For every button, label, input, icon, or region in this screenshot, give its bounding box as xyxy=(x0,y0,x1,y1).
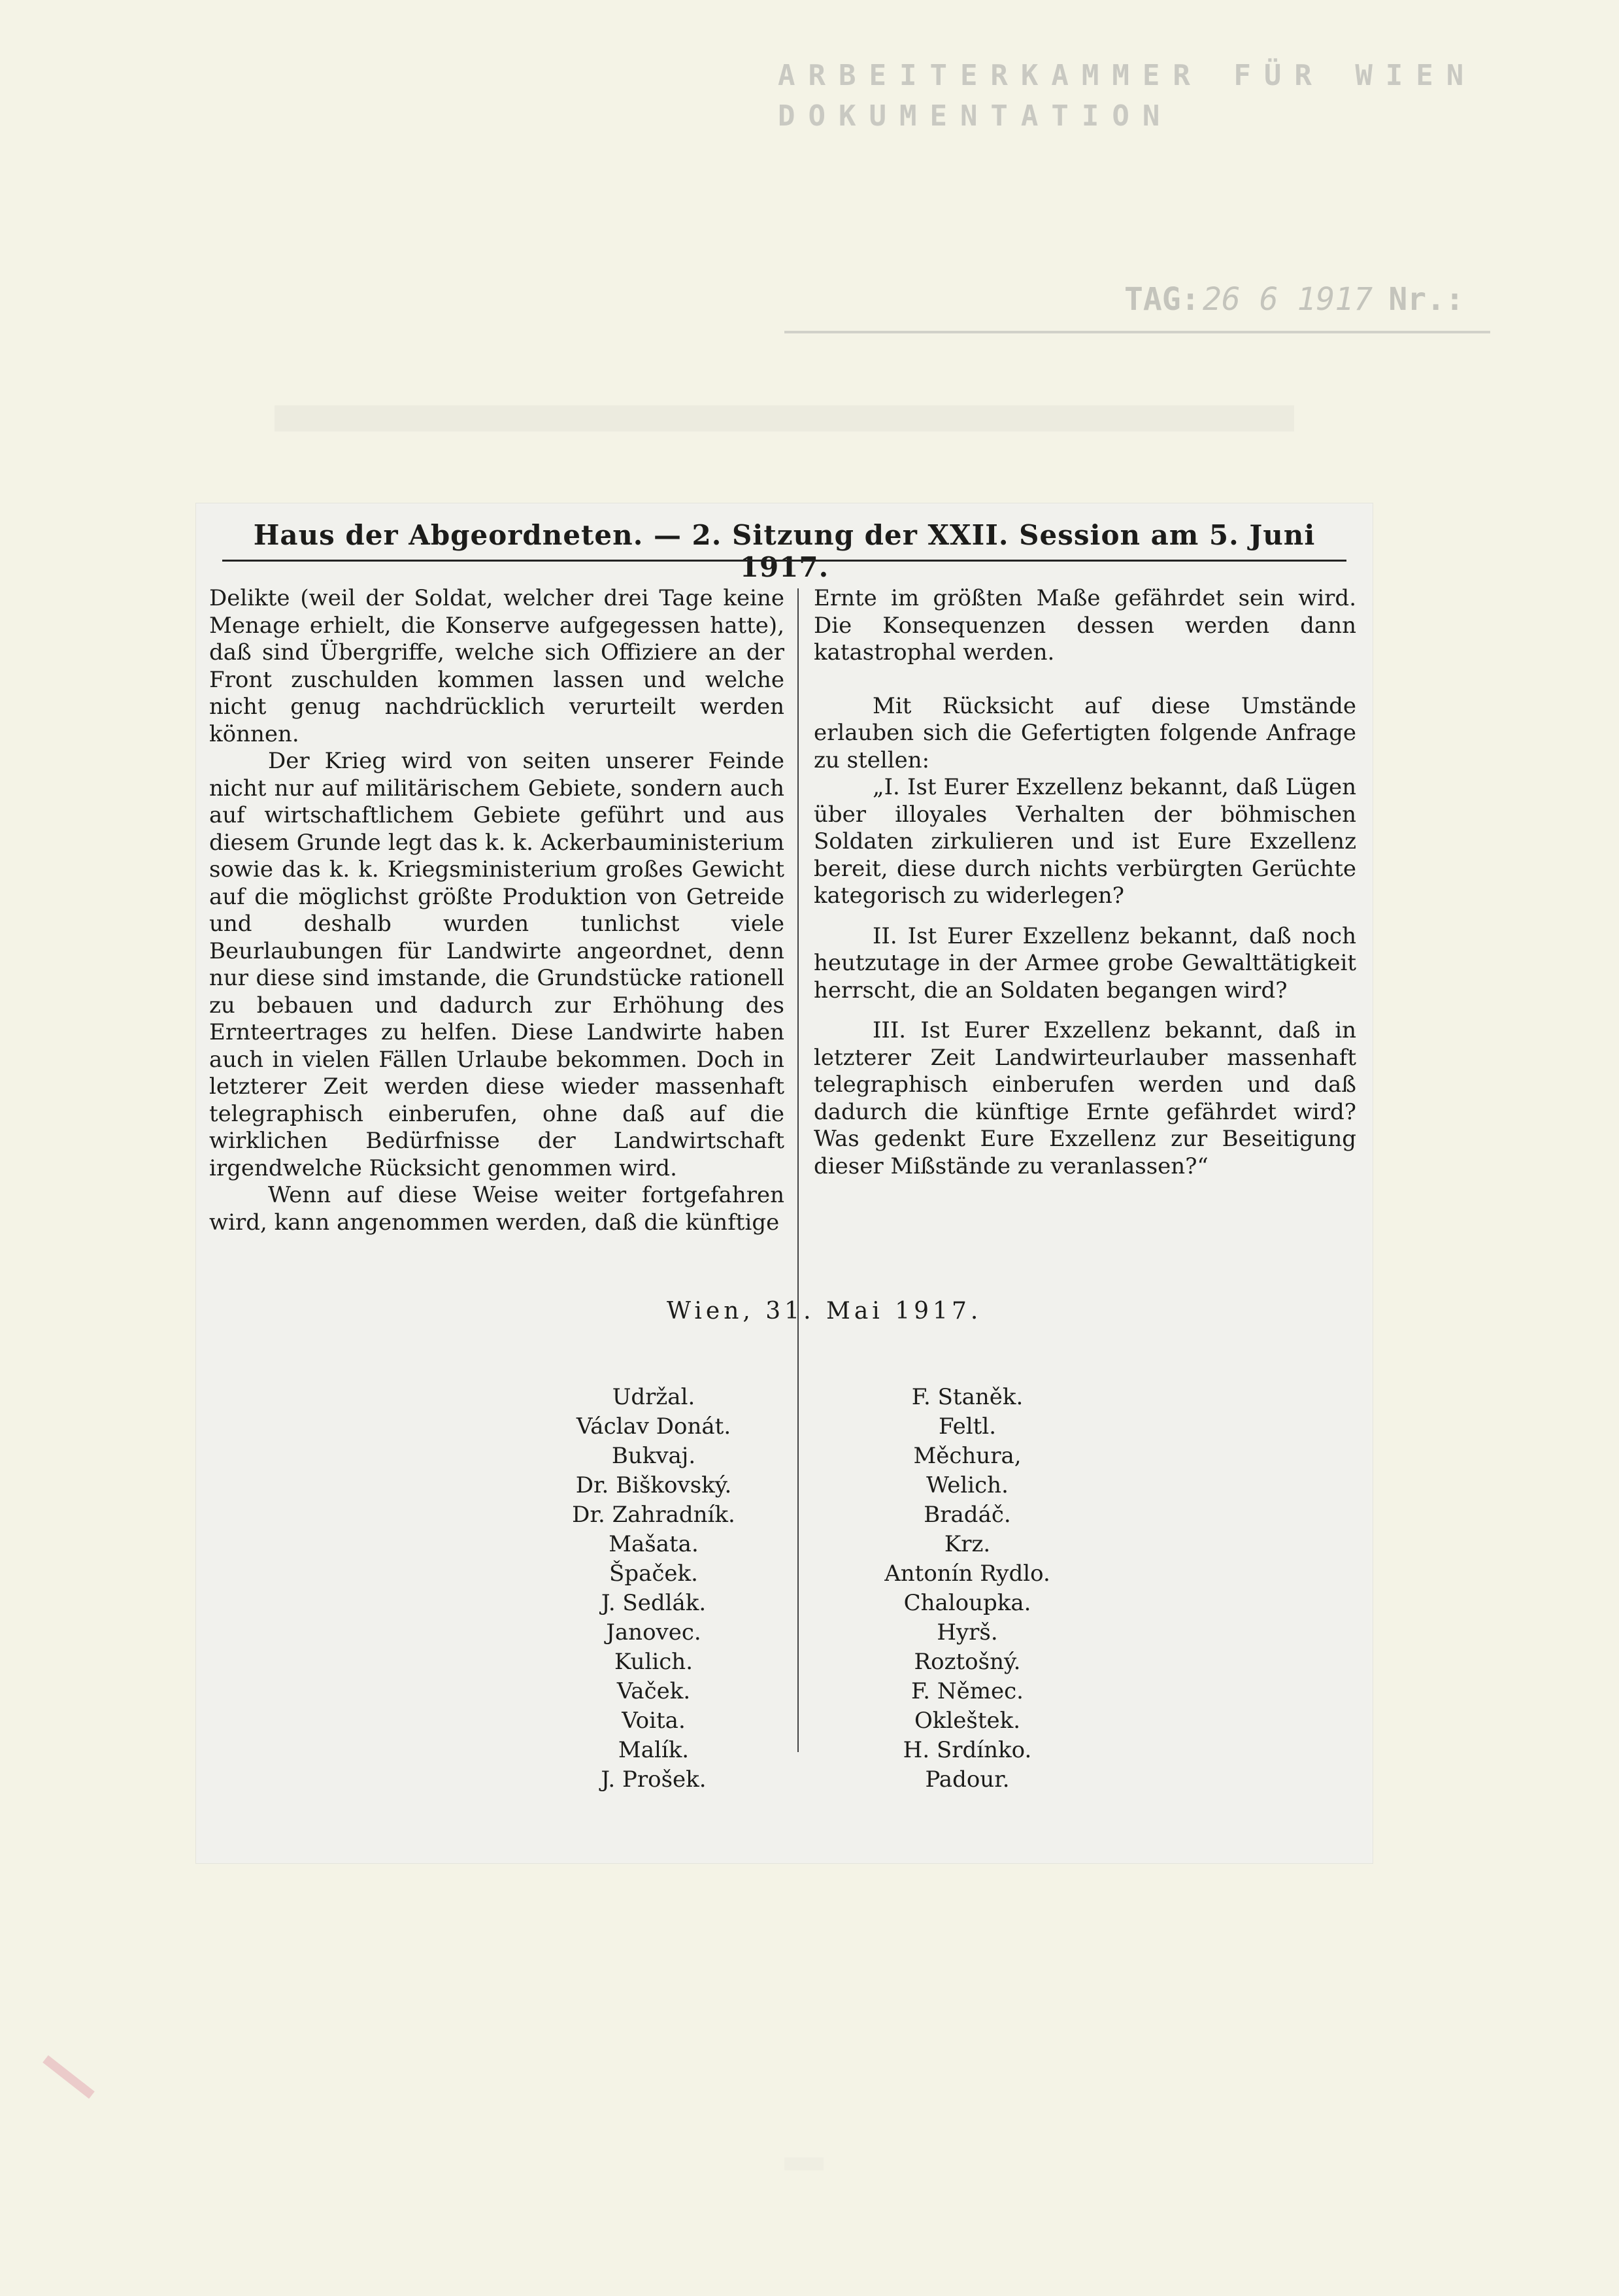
stamp-tag-label: TAG: xyxy=(1124,281,1200,318)
signatory: Mašata. xyxy=(609,1531,699,1557)
stamp-line-2: DOKUMENTATION xyxy=(778,99,1173,133)
question-1: „I. Ist Eurer Exzellenz bekannt, daß Lügen über illoyales Verhalten der böhmischen Soldaten zirkulieren und ist Eure Exzellenz bereit, diese durch nichts verbürgten Gerüchte kategorisch zu widerlegen? xyxy=(814,774,1356,909)
signatory: J. Prošek. xyxy=(601,1766,707,1793)
signatory: Roztošný. xyxy=(914,1649,1021,1675)
left-column xyxy=(209,585,784,1236)
archive-stamp xyxy=(778,56,1497,137)
right-paragraph: Ernte im größten Maße gefährdet sein wird. Die Konsequenzen dessen werden dann katastrophal werden. xyxy=(814,585,1356,666)
dateline: Wien, 31. Mai 1917. xyxy=(667,1298,982,1325)
signatory: Měchura, xyxy=(913,1443,1022,1469)
signatory: Antonín Rydlo. xyxy=(884,1561,1050,1587)
signatory: Feltl. xyxy=(938,1413,997,1440)
pencil-mark xyxy=(42,2055,95,2099)
right-paragraph: Mit Rücksicht auf diese Umstände erlauben sich die Gefertigten folgende Anfrage zu stellen: xyxy=(814,692,1356,773)
signatory: Padour. xyxy=(925,1766,1010,1793)
signatory: F. Staněk. xyxy=(911,1384,1024,1410)
page-mark xyxy=(784,2157,824,2170)
question-3: III. Ist Eurer Exzellenz bekannt, daß in letzterer Zeit Landwirteurlauber massenhaft telegraphisch einberufen werden und daß dadurch die künftige Ernte gefährdet wird? Was gedenkt Eure Exzellenz zur Beseitigung dieser Mißstände zu veranlassen?“ xyxy=(814,1017,1356,1179)
signatory: Welich. xyxy=(926,1472,1009,1498)
signatory: Voita. xyxy=(622,1708,686,1734)
signatory: Dr. Biškovský. xyxy=(575,1472,732,1498)
signatory: H. Srdínko. xyxy=(903,1737,1032,1763)
signatory: Vaček. xyxy=(616,1678,691,1704)
left-paragraph: Der Krieg wird von seiten unserer Feinde nicht nur auf militärischem Gebiete, sondern auch auf wirtschaftlichem Gebiete geführt und aus diesem Grunde legt das k. k. Ackerbauministerium sowie das k. k. Kriegsministerium großes Gewicht auf die möglichst größte Produktion von Getreide und deshalb wurden tunlichst viele Beurlaubungen für Landwirte angeordnet, denn nur diese sind imstande, die Grundstücke rationell zu bebauen und dadurch zur Erhöhung des Ernteertrages zu helfen. Diese Landwirte haben auch in vielen Fällen Urlaube bekommen. Doch in letzterer Zeit werden diese wieder massenhaft telegraphisch einberufen, ohne daß auf die wirklichen Bedürfnisse der Landwirtschaft irgendwelche Rücksicht genommen wird. xyxy=(209,748,784,1181)
column-divider xyxy=(797,588,799,1752)
stamp-date-field xyxy=(784,275,1490,333)
signatory: Dr. Zahradník. xyxy=(572,1502,735,1528)
signatory: J. Sedlák. xyxy=(601,1590,707,1616)
right-column xyxy=(814,585,1356,1180)
signatories-right xyxy=(837,1383,1098,1795)
signatory: F. Němec. xyxy=(911,1678,1024,1704)
signatory: Václav Donát. xyxy=(576,1413,731,1440)
signatories-left xyxy=(523,1383,784,1795)
signatory: Okleštek. xyxy=(914,1708,1021,1734)
signatory: Malík. xyxy=(618,1737,690,1763)
stamp-line-1: ARBEITERKAMMER FÜR WIEN xyxy=(778,59,1477,92)
newspaper-clipping xyxy=(196,503,1373,1863)
headline-rule xyxy=(222,560,1346,562)
bleed-through-band xyxy=(275,405,1294,431)
signatory: Bukvaj. xyxy=(611,1443,696,1469)
signatory: Krz. xyxy=(944,1531,991,1557)
clipping-headline: Haus der Abgeordneten. — 2. Sitzung der XXII. Session am 5. Juni 1917. xyxy=(253,519,1316,583)
signatory: Bradáč. xyxy=(924,1502,1011,1528)
question-2: II. Ist Eurer Exzellenz bekannt, daß noch heutzutage in der Armee grobe Gewalttätigkeit herrscht, die an Soldaten begangen wird? xyxy=(814,922,1356,1004)
signatory: Chaloupka. xyxy=(903,1590,1031,1616)
stamp-rule xyxy=(784,331,1490,333)
stamp-nr-label: Nr.: xyxy=(1388,281,1464,318)
left-paragraph: Delikte (weil der Soldat, welcher drei Tage keine Menage erhielt, die Konserve aufgegessen hatte), daß sind Übergriffe, welche sich Offiziere an der Front zuschulden kommen lassen und welche nicht genug nachdrücklich verurteilt werden können. xyxy=(209,585,784,747)
signatory: Janovec. xyxy=(606,1619,701,1646)
signatory: Špaček. xyxy=(609,1561,698,1587)
left-paragraph: Wenn auf diese Weise weiter fortgefahren wird, kann angenommen werden, daß die künftige xyxy=(209,1182,784,1236)
signatory: Hyrš. xyxy=(937,1619,998,1646)
signatory: Kulich. xyxy=(614,1649,693,1675)
signatory: Udržal. xyxy=(612,1384,695,1410)
stamp-handwritten-date: 26 6 1917 xyxy=(1203,281,1373,318)
